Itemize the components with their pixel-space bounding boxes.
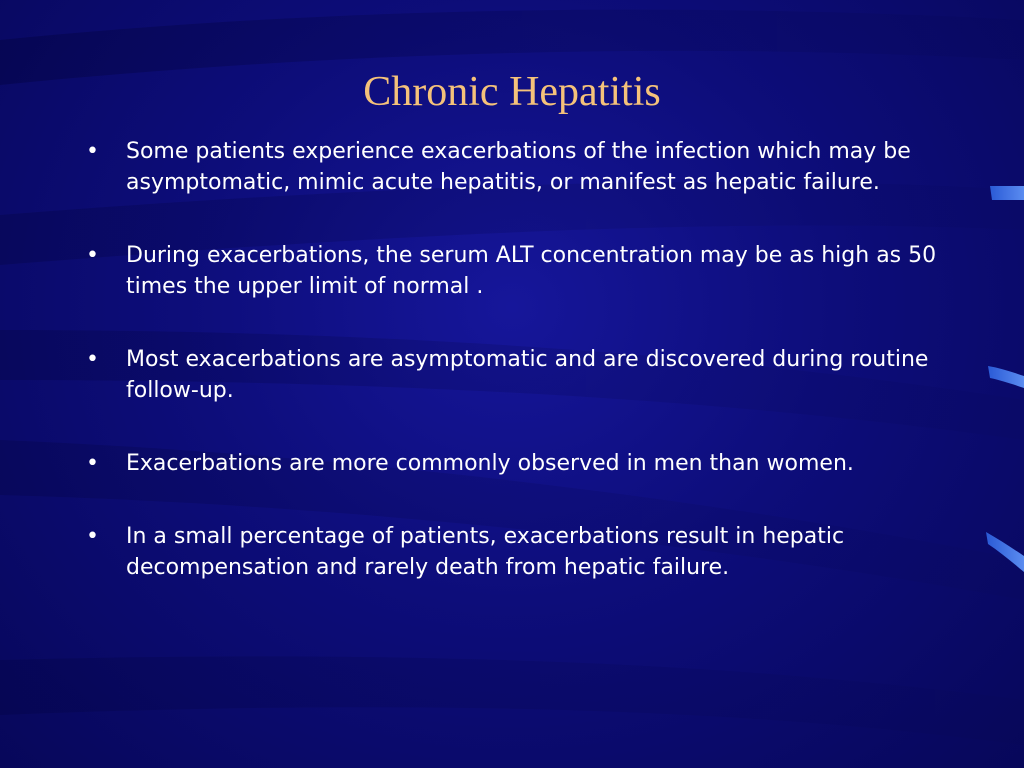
slide-title: Chronic Hepatitis bbox=[363, 69, 661, 115]
bullet-icon: • bbox=[86, 347, 99, 372]
bullet-icon: • bbox=[86, 451, 99, 476]
bullet-text: Exacerbations are more commonly observed in men than women. bbox=[126, 451, 854, 476]
bullet-item bbox=[86, 521, 956, 583]
bullet-item bbox=[86, 136, 956, 198]
bullet-icon: • bbox=[86, 524, 99, 549]
bullet-icon: • bbox=[86, 139, 99, 164]
bullet-item bbox=[86, 344, 956, 406]
bullet-text: During exacerbations, the serum ALT concentration may be as high as 50 times the upper limit of normal . bbox=[126, 243, 937, 299]
bullet-icon: • bbox=[86, 243, 99, 268]
bullet-text: Most exacerbations are asymptomatic and are discovered during routine follow-up. bbox=[126, 347, 929, 403]
bullet-item bbox=[86, 240, 956, 302]
bullet-list bbox=[86, 136, 956, 625]
bullet-item bbox=[86, 448, 956, 479]
bullet-text: Some patients experience exacerbations of the infection which may be asymptomatic, mimic acute hepatitis, or manifest as hepatic failure. bbox=[126, 139, 911, 195]
bullet-text: In a small percentage of patients, exacerbations result in hepatic decompensation and rarely death from hepatic failure. bbox=[126, 524, 845, 580]
